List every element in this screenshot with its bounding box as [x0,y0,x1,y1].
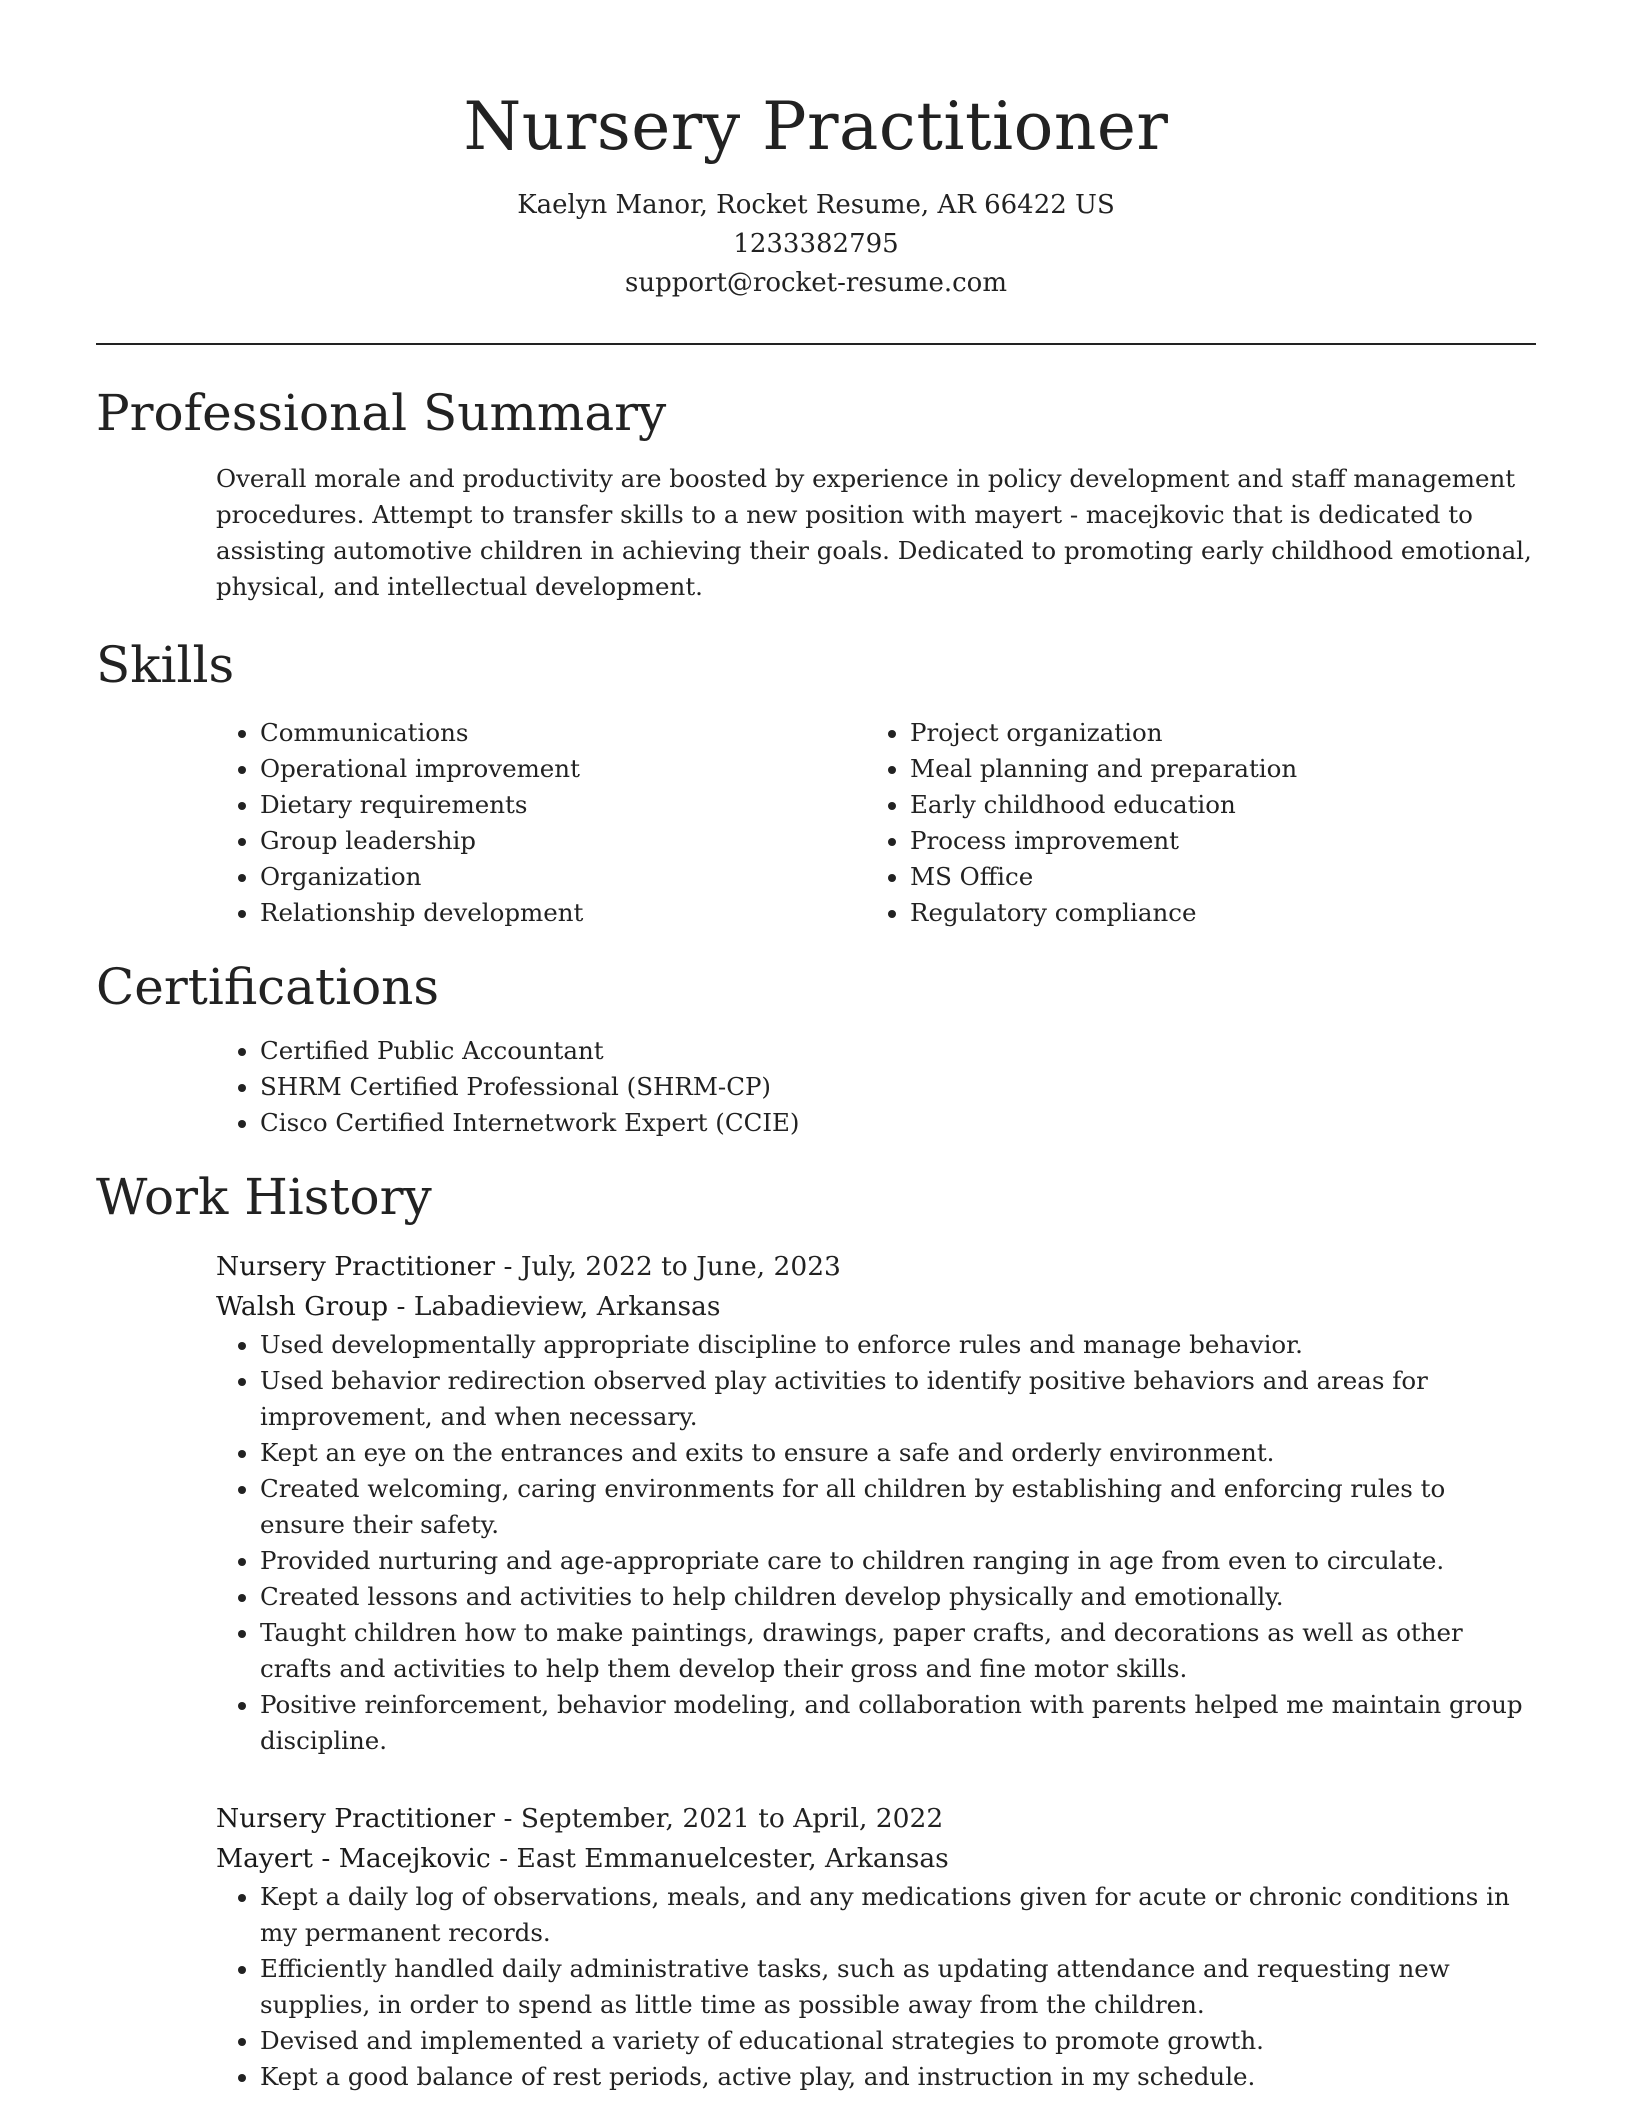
job-duty-item: • Used behavior redirection observed play activities to identify positive behaviors and areas for improvement, and when necessary. [260,1363,1536,1435]
job-title: Nursery Practitioner [216,1803,496,1834]
contact-phone: 1233382795 [733,229,899,259]
job-location: - East Emmanuelcester, Arkansas [490,1843,949,1874]
contact-email: support@rocket-resume.com [624,268,1007,298]
job-duty-item: • Devised and implemented a variety of educational strategies to promote growth. [260,2023,1536,2059]
skill-item: • Relationship development [260,895,866,931]
job-dates: - July, 2022 to June, 2023 [495,1251,841,1282]
job-title-line [216,1799,1536,1839]
resume-page [96,0,1536,2095]
section-title-summary: Professional Summary [96,384,667,442]
skills-section [96,635,1536,931]
job-duty-item: • Kept a good balance of rest periods, active play, and instruction in my schedule. [260,2059,1536,2095]
job-duty-item: • Used developmentally appropriate discipline to enforce rules and manage behavior. [260,1327,1536,1363]
job-duty-item: • Provided nurturing and age-appropriate care to children ranging in age from even to circulate. [260,1543,1536,1579]
job-duty-item: • Kept an eye on the entrances and exits to ensure a safe and orderly environment. [260,1435,1536,1471]
certifications-section [96,957,1536,1141]
skill-item: • MS Office [910,859,1516,895]
skills-grid [96,715,1536,931]
skill-item: • Meal planning and preparation [910,751,1516,787]
job-duty-item: • Created lessons and activities to help children develop physically and emotionally. [260,1579,1536,1615]
job-duty-item: • Taught children how to make paintings, drawings, paper crafts, and decorations as well as other crafts and activities to help them develop their gross and fine motor skills. [260,1615,1536,1687]
skills-list-right [866,715,1516,931]
section-title-certifications: Certifications [96,958,440,1016]
professional-summary-section [96,383,1536,605]
resume-header [96,0,1536,303]
section-title-skills: Skills [96,636,235,694]
job-title-line [216,1247,1536,1287]
job-duty-item: • Efficiently handled daily administrative tasks, such as updating attendance and requesting new supplies, in order to spend as little time as possible away from the children. [260,1951,1536,2023]
certification-item: • SHRM Certified Professional (SHRM-CP) [260,1069,1536,1105]
contact-address: Kaelyn Manor, Rocket Resume, AR 66422 US [517,190,1115,220]
job-company-line [216,1287,1536,1327]
job-location: - Labadieview, Arkansas [388,1291,721,1322]
job-entry [96,1799,1536,2095]
certifications-list [216,1033,1536,1141]
summary-text: Overall morale and productivity are boosted by experience in policy development and staff management procedures. Attempt to transfer skills to a new position with mayert - macejkovic that is dedicated to assisting automotive children in achieving their goals. Dedicated to promoting early childhood emotional, physical, and intellectual development. [216,464,1532,601]
contact-info [96,186,1536,303]
skill-item: • Project organization [910,715,1516,751]
skill-item: • Early childhood education [910,787,1516,823]
skill-item: • Process improvement [910,823,1516,859]
skill-item: • Operational improvement [260,751,866,787]
skill-item: • Organization [260,859,866,895]
job-title: Nursery Practitioner [216,1251,496,1282]
job-dates: - September, 2021 to April, 2022 [495,1803,944,1834]
job-duties-list [216,1327,1536,1759]
job-company-line [216,1839,1536,1879]
job-duty-item: • Created welcoming, caring environments for all children by establishing and enforcing rules to ensure their safety. [260,1471,1536,1543]
skill-item: • Regulatory compliance [910,895,1516,931]
job-duty-item: • Kept a daily log of observations, meals, and any medications given for acute or chronic conditions in my permanent records. [260,1879,1536,1951]
skills-column-right [866,715,1516,931]
certifications-list-wrapper [96,1033,1536,1141]
job-company: Mayert - Macejkovic [216,1843,491,1874]
candidate-name: Nursery Practitioner [463,88,1169,165]
header-divider [96,343,1536,345]
job-entry [96,1247,1536,1759]
skills-list-left [216,715,866,931]
section-title-work-history: Work History [96,1168,432,1226]
skill-item: • Communications [260,715,866,751]
skills-column-left [216,715,866,931]
job-duty-item: • Positive reinforcement, behavior modeling, and collaboration with parents helped me maintain group discipline. [260,1687,1536,1759]
skill-item: • Group leadership [260,823,866,859]
job-duties-list [216,1879,1536,2095]
certification-item: • Cisco Certified Internetwork Expert (CCIE) [260,1105,1536,1141]
job-company: Walsh Group [216,1291,389,1322]
work-history-section [96,1167,1536,2095]
certification-item: • Certified Public Accountant [260,1033,1536,1069]
skill-item: • Dietary requirements [260,787,866,823]
